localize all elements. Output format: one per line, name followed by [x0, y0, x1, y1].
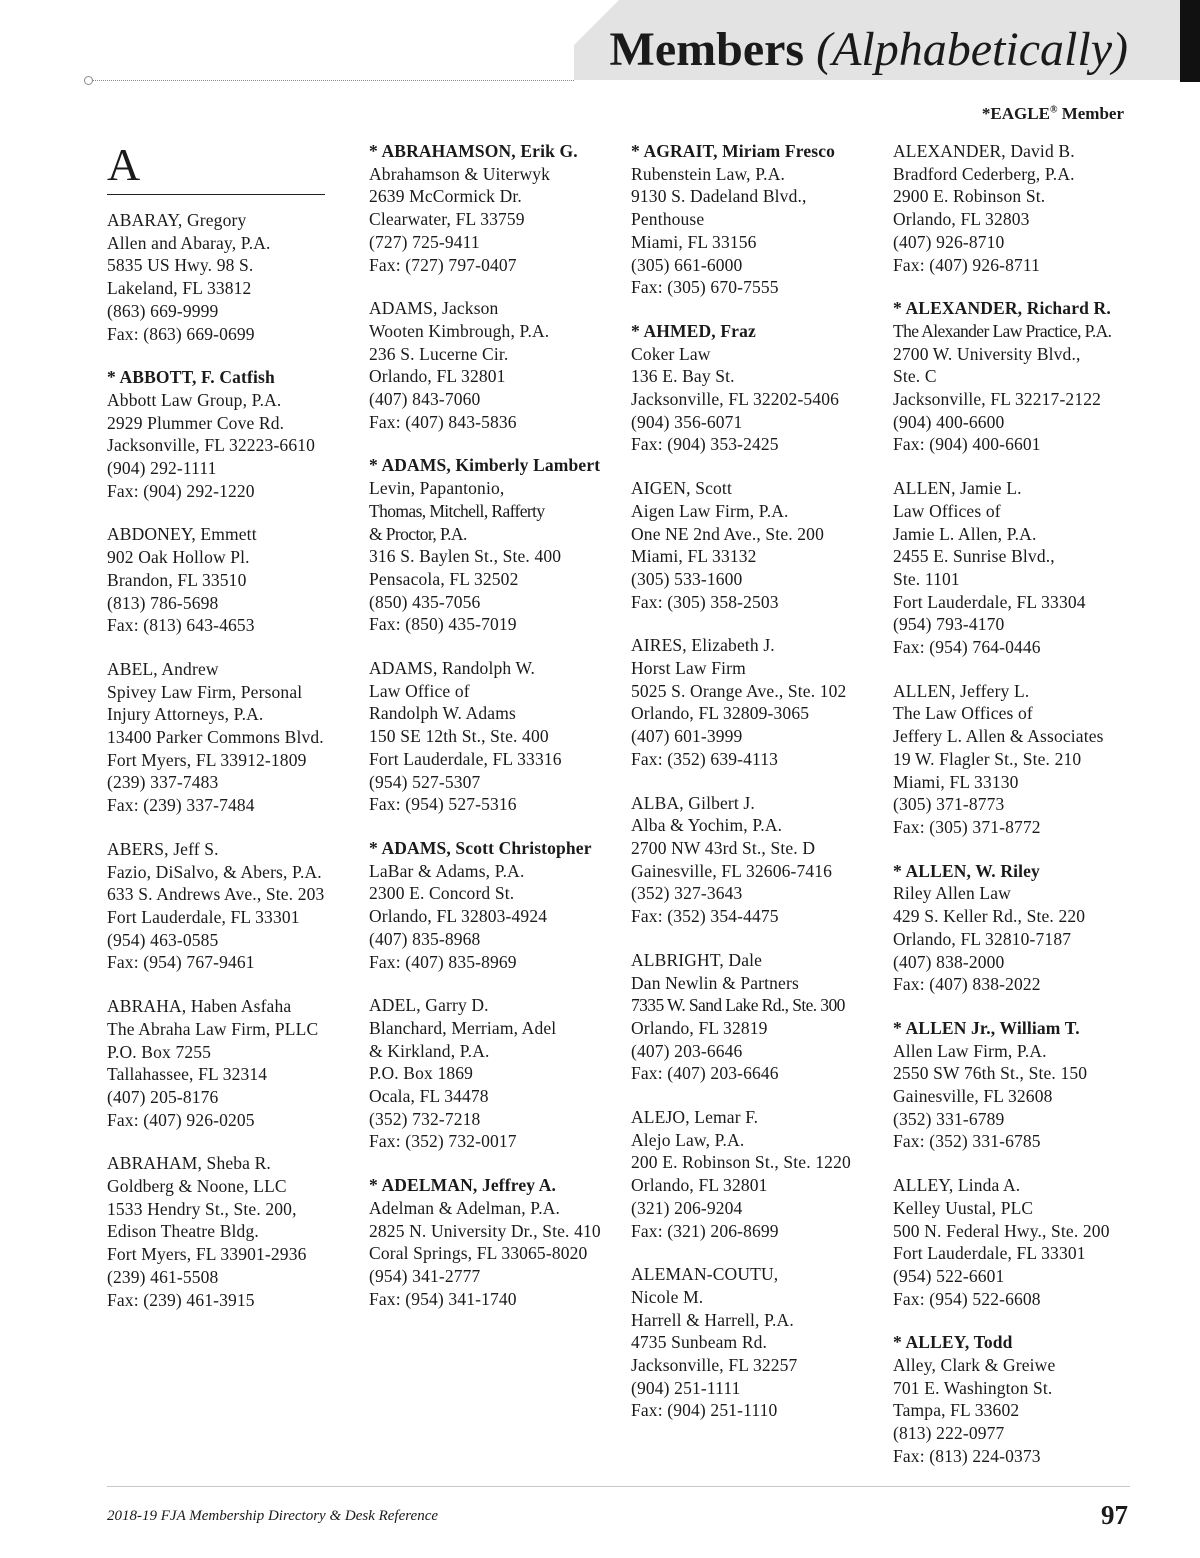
- member-detail-line: Riley Allen Law: [893, 883, 1011, 904]
- member-detail-line: Jacksonville, FL 32257: [631, 1355, 798, 1376]
- member-detail-line: Randolph W. Adams: [369, 703, 516, 724]
- member-detail-line: Coker Law: [631, 343, 711, 364]
- member-name: ALLEN, Jeffery L.: [893, 680, 1030, 701]
- member-name: * ABRAHAMSON, Erik G.: [369, 141, 578, 161]
- member-detail-line: Harrell & Harrell, P.A.: [631, 1309, 794, 1330]
- member-detail-line: 5025 S. Orange Ave., Ste. 102: [631, 680, 847, 701]
- member-detail-line: & Proctor, P.A.: [369, 523, 467, 544]
- member-detail-line: 1533 Hendry St., Ste. 200,: [107, 1198, 297, 1219]
- member-name: * ALLEN, W. Riley: [893, 860, 1040, 881]
- member-detail-line: Fax: (904) 251-1110: [631, 1400, 778, 1421]
- member-detail-line: Fax: (954) 341-1740: [369, 1288, 517, 1309]
- member-detail-line: Fax: (352) 354-4475: [631, 906, 779, 927]
- member-entry: [893, 860, 1143, 996]
- page-number: 97: [1101, 1500, 1128, 1530]
- member-detail-line: Orlando, FL 32801: [631, 1175, 768, 1196]
- member-detail-line: P.O. Box 7255: [107, 1041, 212, 1062]
- member-entry: [107, 658, 357, 817]
- member-detail-line: Alejo Law, P.A.: [631, 1129, 745, 1150]
- member-detail-line: Fort Myers, FL 33901-2936: [107, 1244, 307, 1265]
- member-entry: [369, 297, 619, 433]
- member-detail-line: Fax: (407) 926-0205: [107, 1109, 255, 1130]
- member-detail-line: The Abraha Law Firm, PLLC: [107, 1018, 319, 1039]
- member-name: ALLEN, Jamie L.: [893, 478, 1022, 499]
- member-detail-line: Ste. C: [893, 366, 937, 387]
- member-name: AIRES, Elizabeth J.: [631, 635, 775, 656]
- member-detail-line: 200 E. Robinson St., Ste. 1220: [631, 1152, 851, 1173]
- member-detail-line: (352) 327-3643: [631, 883, 743, 904]
- member-entry: [631, 320, 881, 456]
- member-detail-line: Horst Law Firm: [631, 658, 746, 679]
- member-detail-line: 7335 W. Sand Lake Rd., Ste. 300: [631, 995, 845, 1016]
- member-detail-line: (407) 838-2000: [893, 951, 1005, 972]
- footer-rule: [107, 1486, 1130, 1487]
- member-entry: [107, 995, 357, 1131]
- member-detail-line: Orlando, FL 32803-4924: [369, 906, 548, 927]
- member-entry: [893, 297, 1143, 456]
- member-detail-line: Spivey Law Firm, Personal: [107, 681, 303, 702]
- member-name: ADAMS, Randolph W.: [369, 658, 536, 679]
- member-detail-line: Adelman & Adelman, P.A.: [369, 1197, 561, 1218]
- eagle-legend: *EAGLE® Member: [981, 104, 1124, 123]
- member-name: ADAMS, Jackson: [369, 298, 499, 319]
- member-detail-line: Fax: (352) 331-6785: [893, 1131, 1041, 1152]
- member-detail-line: (407) 601-3999: [631, 726, 743, 747]
- member-detail-line: The Alexander Law Practice, P.A.: [893, 320, 1112, 341]
- member-detail-line: 5835 US Hwy. 98 S.: [107, 255, 254, 276]
- member-entry: [893, 1331, 1143, 1467]
- member-detail-line: Fort Lauderdale, FL 33301: [107, 906, 300, 927]
- member-detail-line: 136 E. Bay St.: [631, 366, 735, 387]
- member-detail-line: Fax: (407) 838-2022: [893, 974, 1041, 995]
- member-entry: [631, 477, 881, 613]
- member-detail-line: Orlando, FL 32803: [893, 209, 1030, 230]
- member-entry: [893, 680, 1143, 839]
- member-detail-line: Fax: (352) 639-4113: [631, 748, 779, 769]
- member-entry: [893, 1017, 1143, 1153]
- member-detail-line: Jacksonville, FL 32202-5406: [631, 389, 840, 410]
- member-column-1: [107, 140, 357, 1332]
- member-detail-line: Law Office of: [369, 680, 470, 701]
- member-detail-line: 2300 E. Concord St.: [369, 883, 515, 904]
- member-detail-line: (407) 926-8710: [893, 231, 1005, 252]
- page-title: [610, 22, 1128, 78]
- section-letter: A: [107, 140, 325, 195]
- member-detail-line: Bradford Cederberg, P.A.: [893, 163, 1075, 184]
- member-entry: [631, 792, 881, 928]
- member-detail-line: Wooten Kimbrough, P.A.: [369, 320, 550, 341]
- member-detail-line: Fax: (850) 435-7019: [369, 614, 517, 635]
- member-detail-line: (407) 205-8176: [107, 1086, 219, 1107]
- member-column-3: [631, 140, 881, 1443]
- member-detail-line: (813) 222-0977: [893, 1423, 1005, 1444]
- member-entry: [369, 657, 619, 816]
- member-detail-line: Dan Newlin & Partners: [631, 972, 799, 993]
- member-entry: [369, 1174, 619, 1310]
- member-detail-line: 9130 S. Dadeland Blvd.,: [631, 186, 807, 207]
- member-name: ALLEY, Linda A.: [893, 1175, 1021, 1196]
- member-detail-line: (305) 661-6000: [631, 254, 743, 275]
- member-detail-line: Fax: (904) 292-1220: [107, 480, 255, 501]
- member-detail-line: Thomas, Mitchell, Rafferty: [369, 500, 545, 521]
- member-detail-line: Gainesville, FL 32606-7416: [631, 860, 833, 881]
- member-entry: [369, 140, 619, 276]
- member-entry: [631, 1263, 881, 1422]
- member-entry: [369, 837, 619, 973]
- member-entry: [631, 634, 881, 770]
- member-detail-line: 150 SE 12th St., Ste. 400: [369, 726, 549, 747]
- member-detail-line: Jamie L. Allen, P.A.: [893, 523, 1037, 544]
- member-detail-line: 2550 SW 76th St., Ste. 150: [893, 1063, 1088, 1084]
- member-entry: [893, 1174, 1143, 1310]
- member-detail-line: (904) 400-6600: [893, 411, 1005, 432]
- member-detail-line: Coral Springs, FL 33065-8020: [369, 1243, 588, 1264]
- member-detail-line: Fax: (727) 797-0407: [369, 254, 517, 275]
- member-detail-line: (954) 527-5307: [369, 771, 481, 792]
- member-name: * ADAMS, Kimberly Lambert: [369, 455, 601, 476]
- member-detail-line: Goldberg & Noone, LLC: [107, 1176, 287, 1197]
- member-detail-line: Jacksonville, FL 32223-6610: [107, 435, 316, 456]
- member-detail-line: Fort Lauderdale, FL 33316: [369, 748, 562, 769]
- member-name: ABDONEY, Emmett: [107, 524, 257, 545]
- member-detail-line: (352) 732-7218: [369, 1108, 481, 1129]
- member-name: ALBA, Gilbert J.: [631, 792, 755, 813]
- member-detail-line: 2929 Plummer Cove Rd.: [107, 412, 285, 433]
- member-detail-line: Fax: (407) 843-5836: [369, 411, 517, 432]
- header-edge-bar: [1180, 0, 1200, 82]
- member-detail-line: (352) 331-6789: [893, 1108, 1005, 1129]
- member-name: ABERS, Jeff S.: [107, 838, 219, 859]
- member-detail-line: Ocala, FL 34478: [369, 1086, 489, 1107]
- member-detail-line: (407) 203-6646: [631, 1040, 743, 1061]
- member-name: * AGRAIT, Miriam Fresco: [631, 141, 836, 161]
- member-detail-line: Gainesville, FL 32608: [893, 1086, 1053, 1107]
- member-entry: [631, 140, 881, 299]
- member-detail-line: (954) 341-2777: [369, 1265, 481, 1286]
- member-detail-line: Fazio, DiSalvo, & Abers, P.A.: [107, 861, 322, 882]
- member-name: * ABBOTT, F. Catfish: [107, 367, 275, 388]
- member-detail-line: Fax: (239) 337-7484: [107, 795, 255, 816]
- header-dotted-rule: [92, 80, 574, 81]
- member-detail-line: Fax: (904) 400-6601: [893, 434, 1041, 455]
- member-detail-line: Fax: (954) 764-0446: [893, 637, 1041, 658]
- member-detail-line: Ste. 1101: [893, 568, 960, 589]
- member-detail-line: LaBar & Adams, P.A.: [369, 860, 525, 881]
- member-detail-line: (954) 463-0585: [107, 929, 219, 950]
- member-detail-line: Fax: (863) 669-0699: [107, 323, 255, 344]
- member-detail-line: 2700 W. University Blvd.,: [893, 343, 1081, 364]
- member-detail-line: Fax: (305) 670-7555: [631, 277, 779, 298]
- member-detail-line: Abrahamson & Uiterwyk: [369, 163, 551, 184]
- member-detail-line: Levin, Papantonio,: [369, 478, 505, 499]
- member-detail-line: 316 S. Baylen St., Ste. 400: [369, 546, 562, 567]
- member-detail-line: Miami, FL 33132: [631, 546, 757, 567]
- member-detail-line: Allen and Abaray, P.A.: [107, 232, 271, 253]
- member-detail-line: Pensacola, FL 32502: [369, 568, 519, 589]
- member-detail-line: (863) 669-9999: [107, 300, 219, 321]
- member-detail-line: Fax: (813) 643-4653: [107, 615, 255, 636]
- member-detail-line: Fort Lauderdale, FL 33304: [893, 591, 1086, 612]
- member-entry: [107, 1152, 357, 1311]
- member-detail-line: Fax: (407) 203-6646: [631, 1063, 779, 1084]
- member-name: * ALEXANDER, Richard R.: [893, 298, 1111, 319]
- member-detail-line: (407) 835-8968: [369, 928, 481, 949]
- member-detail-line: Rubenstein Law, P.A.: [631, 163, 786, 184]
- member-detail-line: Fax: (904) 353-2425: [631, 434, 779, 455]
- member-detail-line: Tampa, FL 33602: [893, 1400, 1020, 1421]
- member-detail-line: Jeffery L. Allen & Associates: [893, 726, 1104, 747]
- member-detail-line: 19 W. Flagler St., Ste. 210: [893, 748, 1082, 769]
- member-column-4: [893, 140, 1143, 1489]
- member-detail-line: (239) 337-7483: [107, 772, 219, 793]
- member-entry: [107, 523, 357, 637]
- member-entry: [631, 1106, 881, 1242]
- member-name: ABRAHA, Haben Asfaha: [107, 996, 292, 1017]
- member-name: ALEJO, Lemar F.: [631, 1107, 759, 1128]
- member-detail-line: Fax: (352) 732-0017: [369, 1131, 517, 1152]
- member-detail-line: (904) 356-6071: [631, 411, 743, 432]
- member-detail-line: (904) 292-1111: [107, 458, 217, 479]
- member-detail-line: Lakeland, FL 33812: [107, 278, 252, 299]
- member-detail-line: Fax: (407) 926-8711: [893, 254, 1041, 275]
- member-detail-line: (305) 533-1600: [631, 568, 743, 589]
- member-detail-line: Edison Theatre Bldg.: [107, 1221, 259, 1242]
- member-name: ADEL, Garry D.: [369, 995, 489, 1016]
- member-detail-line: Alley, Clark & Greiwe: [893, 1355, 1056, 1376]
- member-detail-line: 2455 E. Sunrise Blvd.,: [893, 546, 1055, 567]
- member-name: ABEL, Andrew: [107, 658, 219, 679]
- member-name: * ALLEY, Todd: [893, 1332, 1013, 1353]
- member-detail-line: 2639 McCormick Dr.: [369, 186, 522, 207]
- member-detail-line: Fax: (239) 461-3915: [107, 1289, 255, 1310]
- member-detail-line: Fort Lauderdale, FL 33301: [893, 1243, 1086, 1264]
- member-name: * AHMED, Fraz: [631, 320, 756, 341]
- member-name: AIGEN, Scott: [631, 478, 732, 499]
- member-detail-line: The Law Offices of: [893, 703, 1033, 724]
- member-detail-line: 236 S. Lucerne Cir.: [369, 343, 509, 364]
- member-name: * ADELMAN, Jeffrey A.: [369, 1175, 557, 1196]
- member-detail-line: Orlando, FL 32819: [631, 1017, 768, 1038]
- member-detail-line: Fax: (305) 358-2503: [631, 591, 779, 612]
- member-detail-line: Fax: (954) 767-9461: [107, 952, 255, 973]
- member-detail-line: 2900 E. Robinson St.: [893, 186, 1046, 207]
- member-detail-line: One NE 2nd Ave., Ste. 200: [631, 523, 824, 544]
- member-detail-line: 902 Oak Hollow Pl.: [107, 547, 250, 568]
- member-detail-line: P.O. Box 1869: [369, 1063, 474, 1084]
- member-detail-line: 2700 NW 43rd St., Ste. D: [631, 837, 816, 858]
- member-detail-line: Tallahassee, FL 32314: [107, 1064, 268, 1085]
- member-detail-line: Fax: (321) 206-8699: [631, 1220, 779, 1241]
- member-detail-line: (407) 843-7060: [369, 389, 481, 410]
- member-name: ABARAY, Gregory: [107, 210, 247, 230]
- member-detail-line: 4735 Sunbeam Rd.: [631, 1332, 768, 1353]
- member-detail-line: Fax: (954) 527-5316: [369, 794, 517, 815]
- member-detail-line: 429 S. Keller Rd., Ste. 220: [893, 906, 1086, 927]
- member-detail-line: 500 N. Federal Hwy., Ste. 200: [893, 1220, 1110, 1241]
- member-detail-line: (850) 435-7056: [369, 591, 481, 612]
- member-name: ALEXANDER, David B.: [893, 141, 1075, 161]
- member-detail-line: Miami, FL 33130: [893, 771, 1019, 792]
- member-entry: [107, 209, 357, 345]
- member-detail-line: (954) 793-4170: [893, 614, 1005, 635]
- member-name: * ADAMS, Scott Christopher: [369, 837, 592, 858]
- member-detail-line: Nicole M.: [631, 1286, 704, 1307]
- member-column-2: [369, 140, 619, 1331]
- member-detail-line: Brandon, FL 33510: [107, 569, 247, 590]
- footer-publication: 2018-19 FJA Membership Directory & Desk Reference: [107, 1508, 439, 1524]
- member-name: * ALLEN Jr., William T.: [893, 1017, 1080, 1038]
- member-name: ALBRIGHT, Dale: [631, 949, 763, 970]
- member-entry: [107, 366, 357, 502]
- member-detail-line: Orlando, FL 32801: [369, 366, 506, 387]
- member-name: ABRAHAM, Sheba R.: [107, 1153, 271, 1174]
- member-detail-line: Fort Myers, FL 33912-1809: [107, 749, 307, 770]
- member-entry: [631, 949, 881, 1085]
- member-detail-line: Penthouse: [631, 209, 705, 230]
- member-detail-line: Injury Attorneys, P.A.: [107, 704, 264, 725]
- member-detail-line: Fax: (813) 224-0373: [893, 1445, 1041, 1466]
- member-detail-line: (305) 371-8773: [893, 794, 1005, 815]
- member-detail-line: & Kirkland, P.A.: [369, 1040, 490, 1061]
- member-entry: [369, 994, 619, 1153]
- member-detail-line: Aigen Law Firm, P.A.: [631, 500, 789, 521]
- member-entry: [107, 838, 357, 974]
- member-detail-line: (321) 206-9204: [631, 1197, 743, 1218]
- member-detail-line: (239) 461-5508: [107, 1266, 219, 1287]
- member-detail-line: Orlando, FL 32809-3065: [631, 703, 810, 724]
- member-detail-line: (813) 786-5698: [107, 592, 219, 613]
- member-detail-line: (954) 522-6601: [893, 1265, 1005, 1286]
- member-detail-line: (727) 725-9411: [369, 231, 480, 252]
- page-title-subtitle: (Alphabetically): [816, 23, 1128, 76]
- member-name: ALEMAN-COUTU,: [631, 1264, 779, 1285]
- member-entry: [893, 477, 1143, 659]
- member-detail-line: Law Offices of: [893, 500, 1001, 521]
- member-detail-line: Blanchard, Merriam, Adel: [369, 1017, 557, 1038]
- member-detail-line: 633 S. Andrews Ave., Ste. 203: [107, 884, 325, 905]
- member-detail-line: Orlando, FL 32810-7187: [893, 928, 1072, 949]
- member-detail-line: Fax: (305) 371-8772: [893, 816, 1041, 837]
- member-detail-line: Allen Law Firm, P.A.: [893, 1040, 1047, 1061]
- member-entry: [369, 454, 619, 636]
- page-title-main: Members: [609, 23, 805, 76]
- member-detail-line: Clearwater, FL 33759: [369, 209, 525, 230]
- member-detail-line: (904) 251-1111: [631, 1377, 741, 1398]
- member-detail-line: 13400 Parker Commons Blvd.: [107, 727, 324, 748]
- member-detail-line: Abbott Law Group, P.A.: [107, 389, 282, 410]
- member-detail-line: 701 E. Washington St.: [893, 1377, 1053, 1398]
- member-detail-line: Fax: (954) 522-6608: [893, 1288, 1041, 1309]
- member-detail-line: Jacksonville, FL 32217-2122: [893, 389, 1102, 410]
- member-entry: [893, 140, 1143, 276]
- member-detail-line: 2825 N. University Dr., Ste. 410: [369, 1220, 601, 1241]
- member-detail-line: Miami, FL 33156: [631, 231, 757, 252]
- member-detail-line: Kelley Uustal, PLC: [893, 1197, 1034, 1218]
- member-detail-line: Fax: (407) 835-8969: [369, 951, 517, 972]
- member-detail-line: Alba & Yochim, P.A.: [631, 815, 783, 836]
